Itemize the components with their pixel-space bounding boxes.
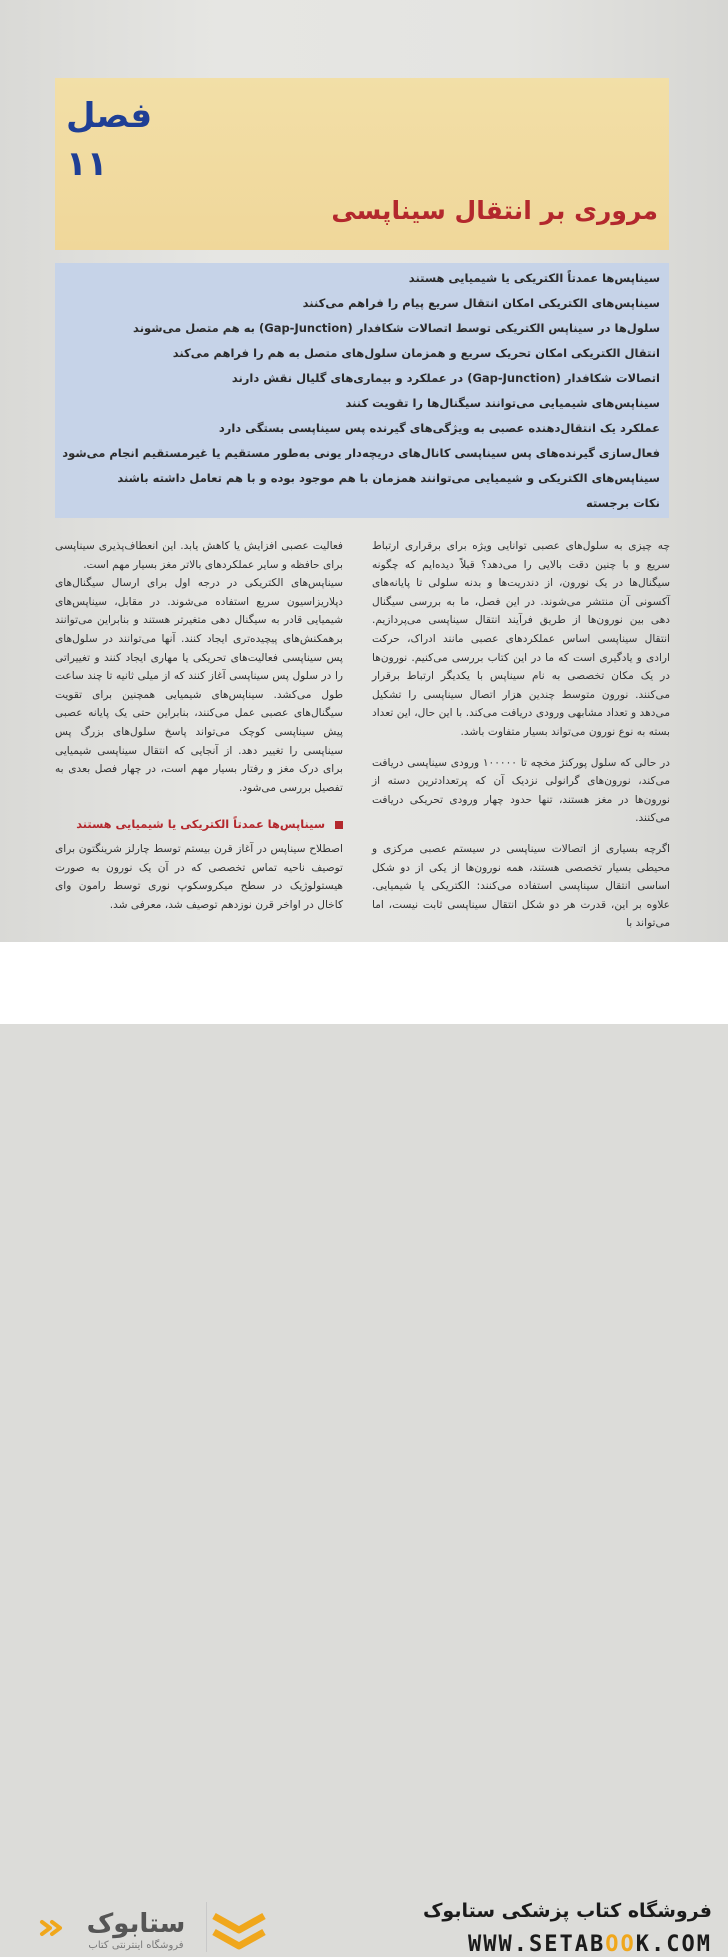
store-footer [0,942,728,1957]
bullet-square-icon [335,821,343,829]
highlight-item: اتصالات شکافدار (Gap-Junction) در عملکرد و بیماری‌های گلیال نقش دارند [231,371,660,385]
chapter-heading: مروری بر انتقال سیناپسی [331,196,658,225]
highlight-item: عملکرد یک انتقال‌دهنده عصبی به ویژگی‌های گیرنده پس سیناپسی بستگی دارد [218,421,660,435]
logo-wordmark: ستابوک [86,1909,186,1939]
setabook-logo [36,1904,196,1952]
highlight-item: سیناپس‌های الکتریکی امکان انتقال سریع پیام را فراهم می‌کنند [302,296,660,310]
body-column-right [372,537,670,933]
body-paragraph: سیناپس‌های الکتریکی در درجه اول برای ارسال سیگنال‌های دپلاریزاسیون سریع استفاده می‌شوند. در مقابل، سیناپس‌های شیمیایی قادر به سیگنال دهی متغیرتر هستند و بنابراین می‌توانند برهمکنش‌های پیچیده‌تری ایجاد کنند. آنها می‌توانند در سلول‌های پس سیناپسی فعالیت‌های تحریکی یا مهاری ایجاد کنند و تغییراتی را در سلول پس سیناپسی آغاز کنند که از میلی ثانیه تا چند ساعت طول می‌کشد. سیناپس‌های شیمیایی همچنین برای تقویت سیگنال‌های عصبی عمل می‌کنند، بنابراین حتی یک پایانه عصبی پیش سیناپسی کوچک می‌تواند پاسخ سلول‌های بزرگ پس سیناپسی را تغییر دهد. از آنجایی که انتقال سیناپسی شیمیایی برای درک مغز و رفتار بسیار مهم است، در چهار فصل بعدی به تفصیل بررسی می‌شود. [55,577,343,794]
body-column-left [55,537,343,914]
store-name: فروشگاه کتاب پزشکی ستابوک [422,1900,712,1922]
section-subheading-text: سیناپس‌ها عمدتاً الکتریکی یا شیمیایی هستند [76,817,326,832]
highlight-item: سیناپس‌های شیمیایی می‌توانند سیگنال‌ها را تقویت کنند [345,396,660,410]
body-paragraph: چه چیزی به سلول‌های عصبی توانایی ویژه برای برقراری ارتباط سریع و با چنین دقت بالایی را می‌دهد؟ قبلاً دیده‌ایم که چگونه سیگنال‌ها در یک نورون، از دندریت‌ها و بدنه سلولی تا پایانه‌های آکسونی آن منتشر می‌شوند. در این فصل، ما به بررسی سیگنال دهی بین نورون‌ها از طریق فرآیند انتقال سیناپسی می‌پردازیم. انتقال سیناپسی اساس عملکردهای عصبی مانند ادراک، حرکت ارادی و یادگیری است که ما در این کتاب بررسی می‌کنیم. نورون‌ها در یک مکان تخصصی به نام سیناپس با یکدیگر ارتباط برقرار می‌کنند. نورون متوسط چندین هزار اتصال سیناپسی را تشکیل می‌دهد و تعداد مشابهی ورودی دریافت می‌کند. با این حال، این تعداد بسته به نوع نورون می‌تواند بسیار متفاوت باشد. [372,540,670,738]
highlights-title: نکات برجسته [585,496,660,510]
body-paragraph: اگرچه بسیاری از اتصالات سیناپسی در سیستم عصبی مرکزی و محیطی بسیار تخصصی هستند، همه نورون‌ها از یکی از دو شکل اساسی انتقال سیناپسی استفاده می‌کنند: الکتریکی یا شیمیایی. علاوه بر این، قدرت هر دو شکل انتقال سیناپسی ثابت نیست، اما می‌تواند با [372,842,670,930]
book-page [0,0,728,942]
chapter-number-title: فصل ۱۱ [66,96,153,184]
section-subheading [55,815,343,834]
logo-tagline: فروشگاه اینترنتی کتاب [88,1940,184,1951]
body-paragraph: در حالی که سلول پورکنژ مخچه تا ۱۰۰۰۰۰ ورودی سیناپسی دریافت می‌کند، نورون‌های گرانولی نزدیک آن که پرتعدادترین دسته از نورون‌ها در مغز هستند، تنها حدود چهار ورودی تحریکی دریافت می‌کنند. [372,756,670,825]
book-chevron-icon [210,1908,268,1954]
body-paragraph: فعالیت عصبی افزایش یا کاهش یابد. این انعطاف‌پذیری سیناپسی برای حافظه و سایر عملکردهای بالاتر مغز بسیار مهم است. [55,540,343,571]
highlight-item: سیناپس‌ها عمدتاً الکتریکی یا شیمیایی هستند [408,271,660,285]
logo-divider [206,1902,207,1952]
highlight-item: سلول‌ها در سیناپس الکتریکی توسط اتصالات شکافدار (Gap-Junction) به هم متصل می‌شوند [133,321,660,335]
highlight-item: انتقال الکتریکی امکان تحریک سریع و همزمان سلول‌های متصل به هم را فراهم می‌کند [172,346,660,360]
store-url[interactable]: WWW.SETABOOK.COM [468,1932,712,1957]
highlight-item: سیناپس‌های الکتریکی و شیمیایی می‌توانند همزمان با هم موجود بوده و با هم تعامل داشته باشند [117,471,660,485]
highlight-item: فعال‌سازی گیرنده‌های پس سیناپسی کانال‌های دریچه‌دار یونی به‌طور مستقیم یا غیرمستقیم انجام می‌شود [62,446,660,460]
body-paragraph: اصطلاح سیناپس در آغاز قرن بیستم توسط چارلز شرینگتون برای توصیف ناحیه تماس تخصصی که در آن یک نورون به صورت هیستولوژیک در سطح میکروسکوپ نوری توسط رامون وای کاخال در اواخر قرن نوزدهم توصیف شد، معرفی شد. [55,842,343,911]
